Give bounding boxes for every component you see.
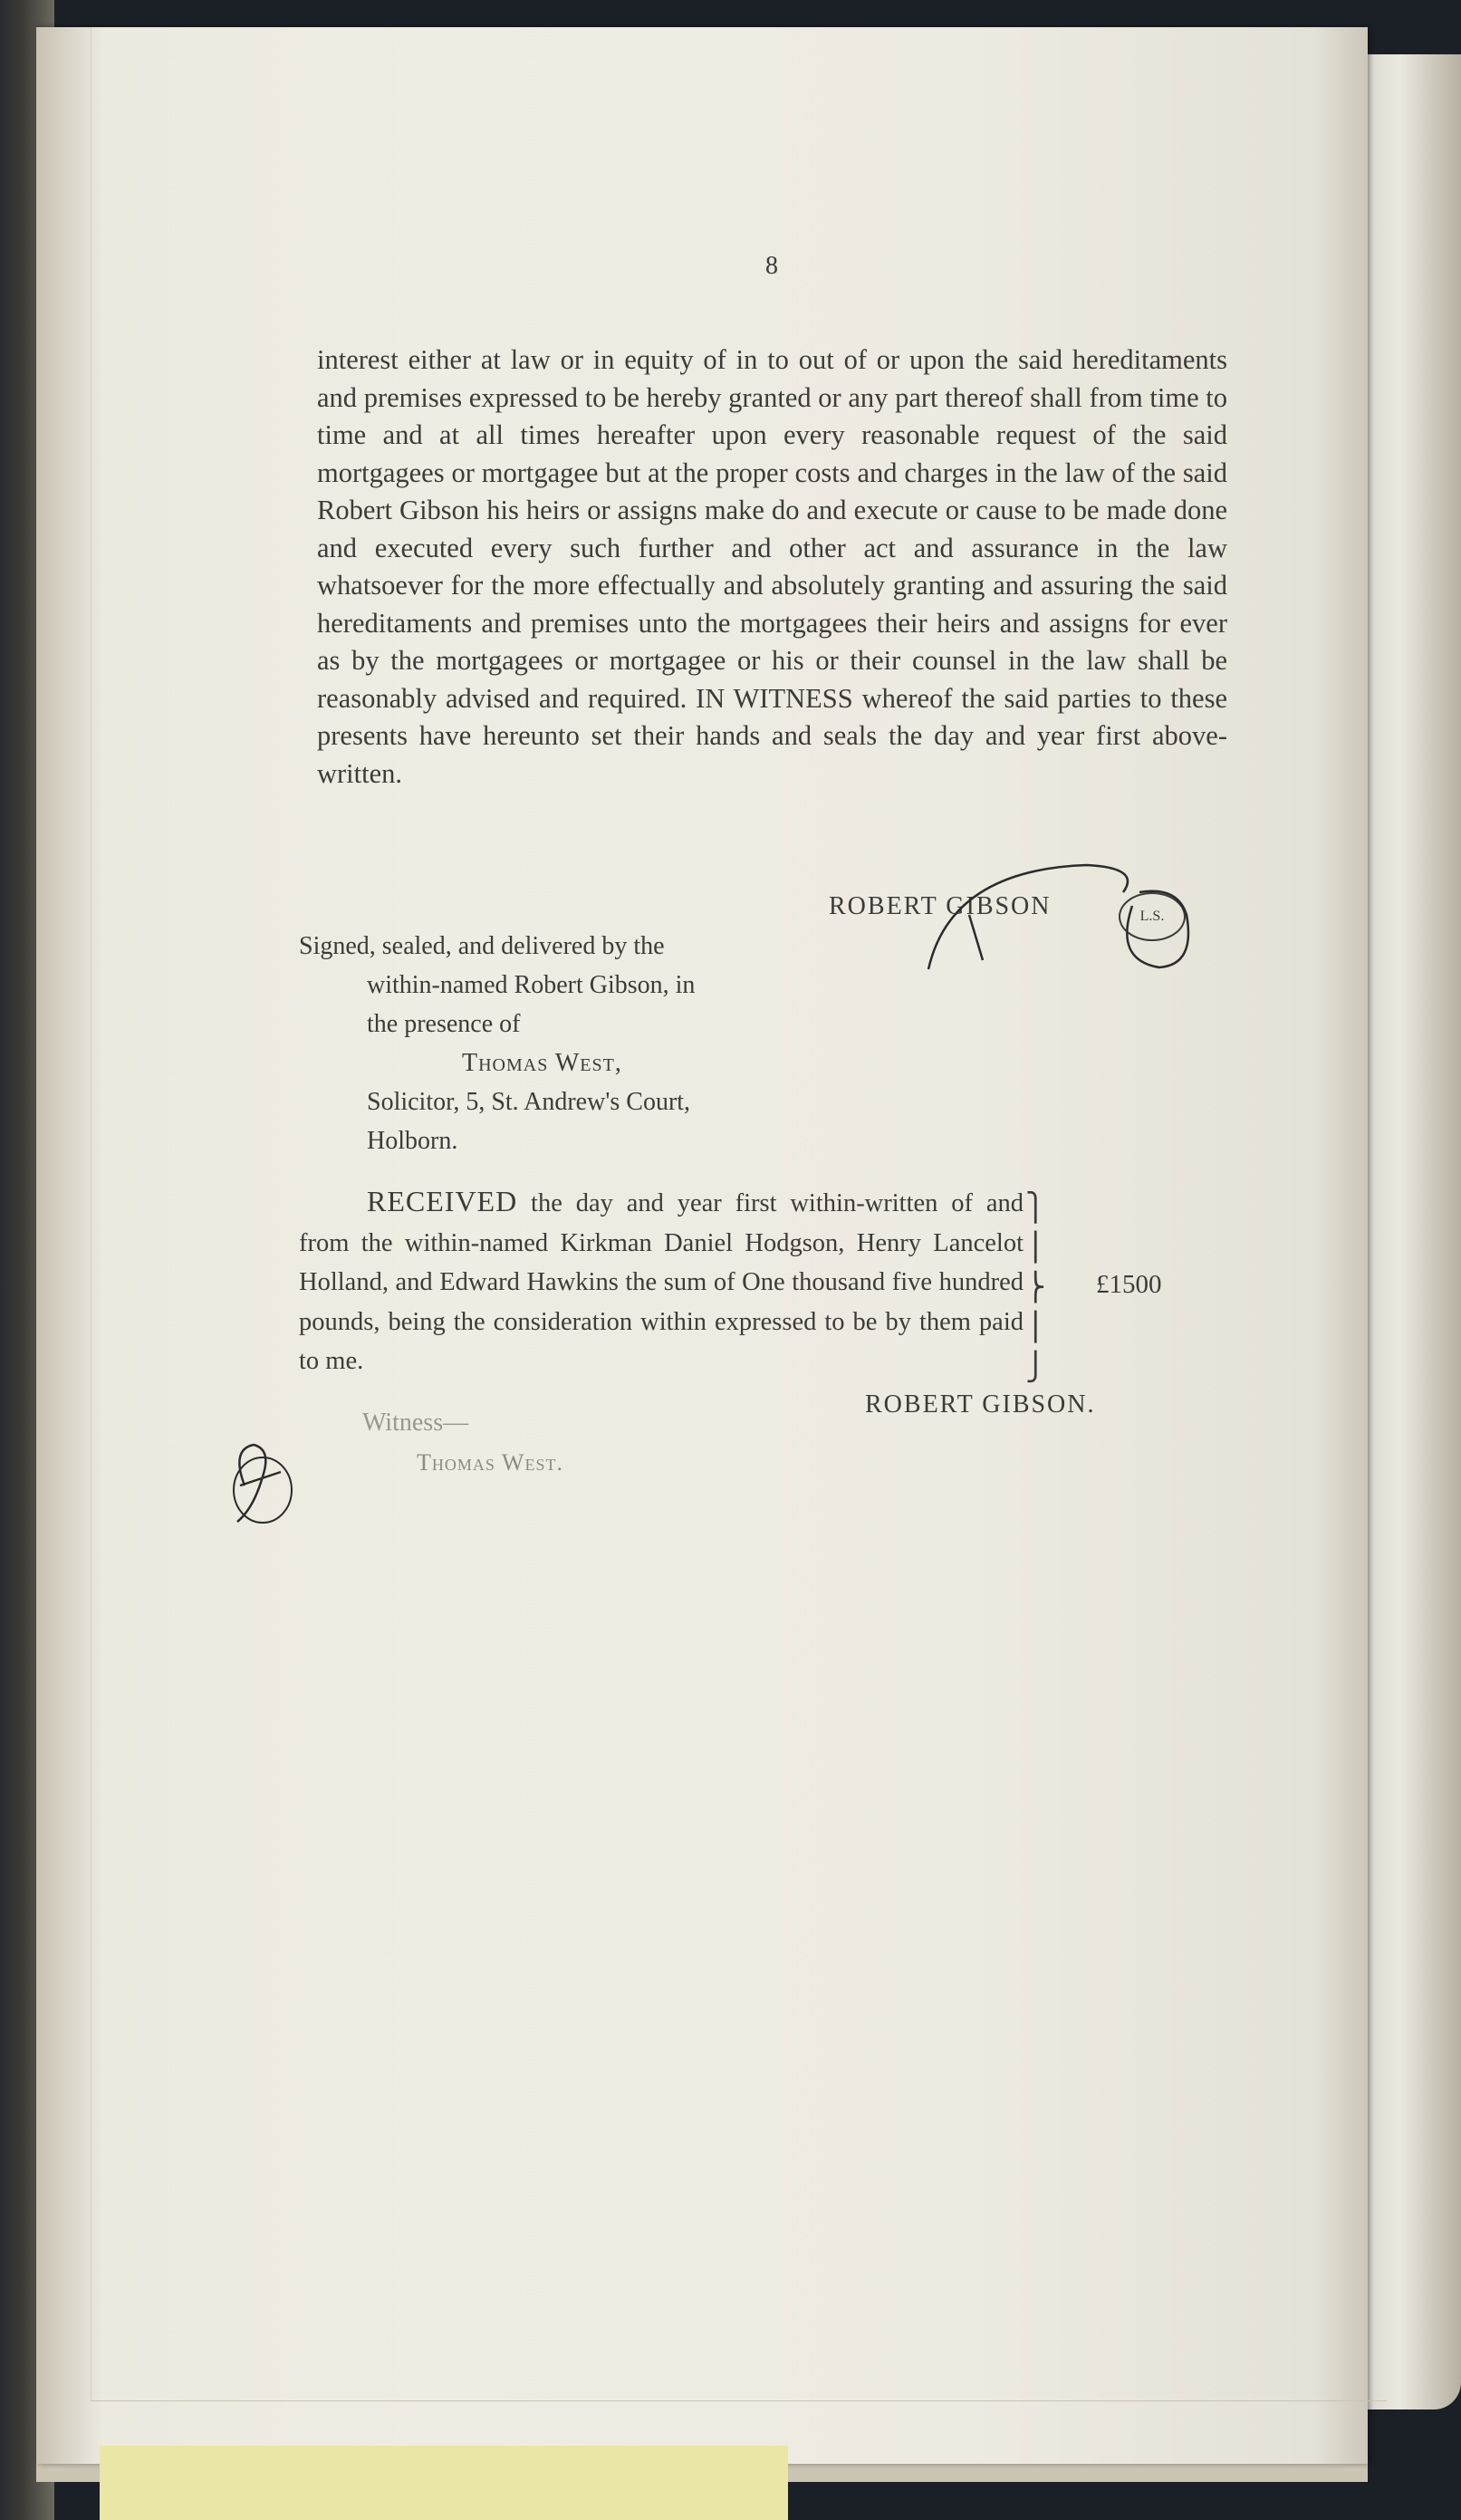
- receipt-amount: £1500: [1096, 1270, 1162, 1299]
- deed-body-paragraph: interest either at law or in equity of in to out of or upon the said hereditaments and premises expressed to be hereby granted or any part thereof shall from time to time and at all times hereafter upon every reasonable request of the said mortgagees or mortgagee but at the proper costs and charges in the law of the said Robert Gibson his heirs or assigns make do and execute or cause to be made done and executed every such further and other act and assurance in the law whatsoever for the more effectually and absolutely granting and assuring the said hereditaments and premises unto the mortgagees their heirs and assigns for ever as by the mortgagees or mortgagee or his or their counsel in the law shall be reasonably advised and required. IN WITNESS whereof the said parties to these presents have hereunto set their hands and seals the day and year first above-written.: [317, 344, 1227, 789]
- attestation-line-3: the presence of: [367, 1010, 521, 1038]
- signature-name: ROBERT GIBSON: [829, 892, 1052, 920]
- receipt-brace: ⎫ ⎪ ⎬ ⎪ ⎭: [1025, 1193, 1046, 1382]
- page-number: 8: [765, 252, 778, 280]
- receipt-witness-name: Thomas West.: [417, 1449, 563, 1476]
- witness-name: Thomas West,: [462, 1049, 622, 1077]
- sticky-note: [100, 2446, 788, 2520]
- attestation-line-2: within-named Robert Gibson, in: [367, 971, 696, 999]
- witness-address-line-2: Holborn.: [367, 1127, 458, 1155]
- receipt-signature: ROBERT GIBSON.: [865, 1390, 1096, 1419]
- receipt-witness-label: Witness—: [362, 1409, 469, 1437]
- receipt-heading: RECEIVED: [367, 1185, 518, 1217]
- attestation-block: [299, 927, 824, 1160]
- attestation-line-1: Signed, sealed, and delivered by the: [299, 932, 665, 960]
- receipt-paragraph: [299, 1182, 1024, 1381]
- receipt-body: the day and year first within-written of and from the within-named Kirkman Daniel Hodgson, Henry Lancelot Holland, and Edward Hawkins the sum of One thousand five hundred pounds, being the consideration within expressed to be by them paid to me.: [299, 1189, 1024, 1375]
- witness-address-line-1: Solicitor, 5, St. Andrew's Court,: [367, 1088, 691, 1116]
- seal-mark: L.S.: [1119, 892, 1186, 941]
